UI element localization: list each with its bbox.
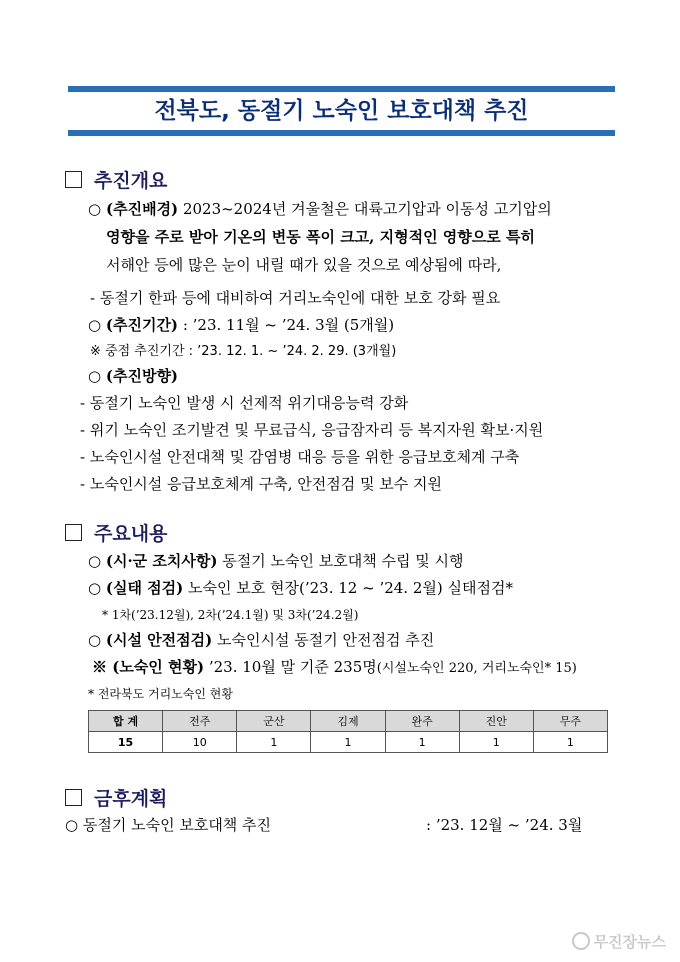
direction-line: [88, 365, 178, 387]
bullet-circle-icon: ○: [88, 316, 102, 334]
direction-item: - 노숙인시설 응급보호체계 구축, 안전점검 및 보수 지원: [80, 475, 442, 493]
direction-item: - 동절기 노숙인 발생 시 선제적 위기대응능력 강화: [80, 394, 409, 412]
period-label: (추진기간): [105, 316, 179, 334]
table-header-row: [89, 711, 608, 732]
bullet-circle-icon: ○: [88, 367, 102, 385]
checkbox-square-icon: [65, 789, 82, 806]
table-cell: 1: [237, 732, 311, 753]
period-line: [88, 314, 394, 336]
section-heading-main: 주요내용: [65, 519, 167, 546]
watermark: 무진장뉴스: [572, 931, 666, 952]
status-line: ※ (노숙인 현황) ’23. 10월 말 기준 235명(시설노숙인 220, 거리노숙인* 15): [92, 658, 577, 676]
table-row: [89, 732, 608, 753]
homeless-stats-table: [88, 710, 608, 753]
table-cell: 10: [163, 732, 237, 753]
table-header-cell: 군산: [237, 711, 311, 732]
table-header-cell: 김제: [311, 711, 385, 732]
plan-period: : ’23. 12월 ~ ’24. 3월: [426, 816, 583, 834]
table-header-cell: 전주: [163, 711, 237, 732]
table-cell: 1: [311, 732, 385, 753]
direction-item: - 위기 노숙인 조기발견 및 무료급식, 응급잠자리 등 복지자원 확보·지원: [80, 421, 544, 439]
bullet-circle-icon: ○: [88, 579, 102, 597]
main-item-2-note: * 1차(’23.12월), 2차(’24.1월) 및 3차(’24.2월): [102, 608, 359, 622]
focus-period-note: ※ 중점 추진기간 : ’23. 12. 1. ~ ’24. 2. 29. (3개월): [90, 344, 397, 359]
table-cell: 1: [385, 732, 459, 753]
section-heading-overview: 추진개요: [65, 166, 167, 193]
section-heading-plan: 금후계획: [65, 784, 167, 811]
checkbox-square-icon: [65, 524, 82, 541]
table-header-cell: 진안: [459, 711, 533, 732]
title-bottom-bar: [68, 130, 615, 136]
background-conclusion: - 동절기 한파 등에 대비하여 거리노숙인에 대한 보호 강화 필요: [90, 289, 501, 307]
period-value: : ’23. 11월 ~ ’24. 3월 (5개월): [182, 316, 395, 334]
main-item-3: ○ (시설 안전점검) 노숙인시설 동절기 안전점검 추진: [88, 631, 435, 649]
background-label: (추진배경): [106, 200, 179, 218]
page-title: 전북도, 동절기 노숙인 보호대책 추진: [154, 98, 529, 124]
bullet-circle-icon: ○: [88, 552, 102, 570]
title-banner: [68, 86, 615, 136]
bullet-circle-icon: ○: [88, 200, 102, 218]
bullet-circle-icon: ○: [88, 631, 102, 649]
background-line-3: 서해안 등에 많은 눈이 내릴 때가 있을 것으로 예상됨에 따라,: [106, 256, 502, 274]
table-cell: 1: [459, 732, 533, 753]
direction-label: (추진방향): [105, 367, 179, 385]
main-item-1: ○ (시·군 조치사항) 동절기 노숙인 보호대책 수립 및 시행: [88, 552, 464, 570]
table-header-cell: 완주: [385, 711, 459, 732]
plan-item: ○ 동절기 노숙인 보호대책 추진: [65, 816, 272, 834]
direction-item: - 노숙인시설 안전대책 및 감염병 대응 등을 위한 응급보호체계 구축: [80, 448, 520, 466]
status-note: * 전라북도 거리노숙인 현황: [88, 687, 233, 701]
main-item-2: ○ (실태 점검) 노숙인 보호 현장(’23. 12 ~ ’24. 2월) 실태점검*: [88, 579, 513, 597]
table-header-cell: 무주: [533, 711, 607, 732]
table-header-cell: 합 계: [89, 711, 163, 732]
background-line-1: (추진배경) 2023~2024년 겨울철은 대륙고기압과 이동성 고기압의: [106, 200, 552, 218]
checkbox-square-icon: [65, 171, 82, 188]
background-line-2: 영향을 주로 받아 기온의 변동 폭이 크고, 지형적인 영향으로 특히: [106, 228, 535, 246]
mountain-logo-icon: [572, 932, 590, 950]
table-cell: 1: [533, 732, 607, 753]
table-cell: 15: [89, 732, 163, 753]
